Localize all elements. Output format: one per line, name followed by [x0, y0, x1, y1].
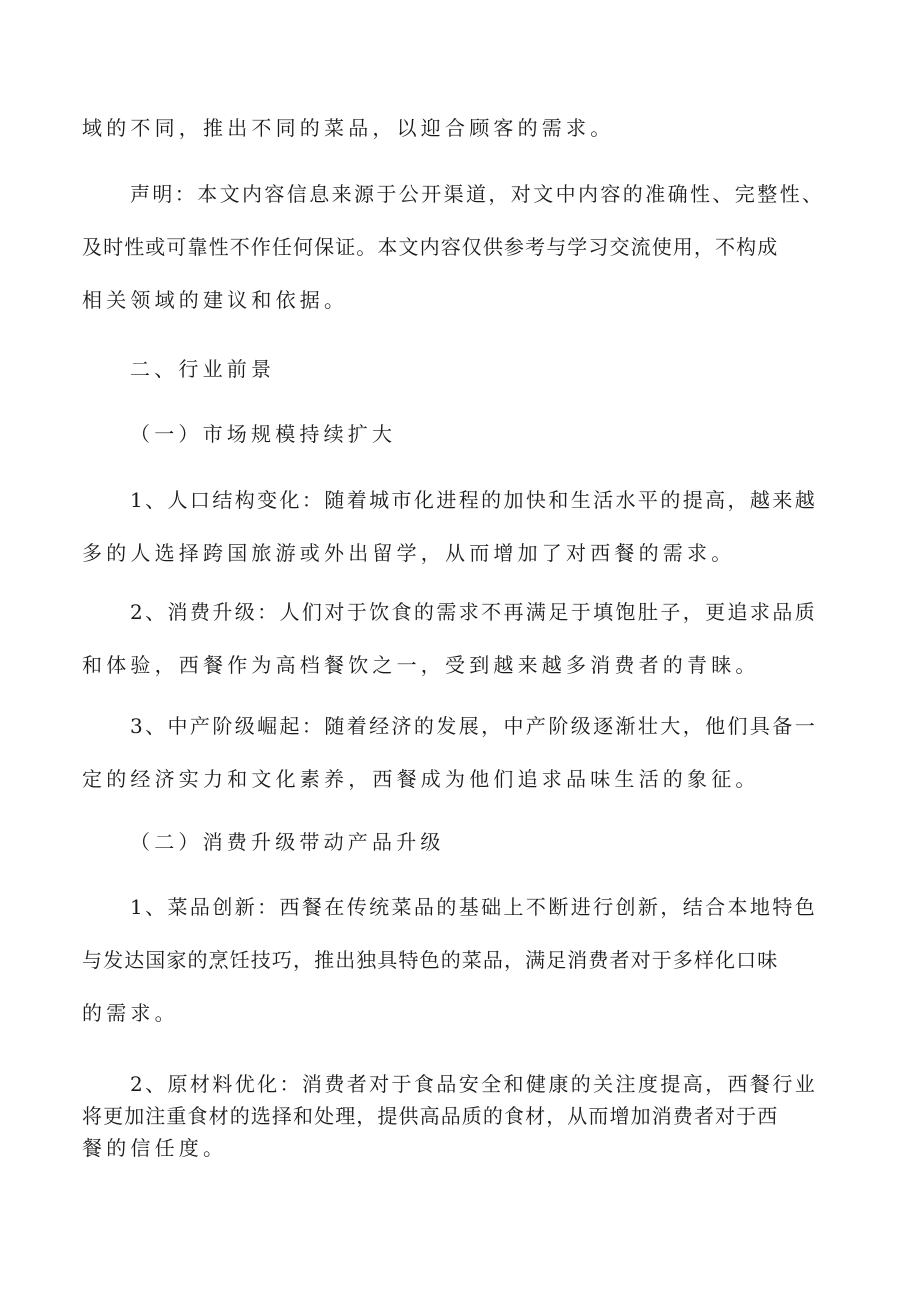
- disclaimer-line-1: 声明：本文内容信息来源于公开渠道，对文中内容的准确性、完整性、: [130, 182, 825, 206]
- item-5-line-2: 将更加注重食材的选择和处理，提供高品质的食材，从而增加消费者对于西: [82, 1104, 779, 1128]
- text-line-1: 域的不同，推出不同的菜品，以迎合顾客的需求。: [82, 116, 615, 140]
- item-4-line-2: 与发达国家的烹饪技巧，推出独具特色的菜品，满足消费者对于多样化口味: [82, 948, 779, 972]
- item-5-line-3: 餐的信任度。: [82, 1136, 228, 1160]
- section-heading: 二、行业前景: [130, 357, 276, 381]
- subsection-heading-2: （二）消费升级带动产品升级: [130, 830, 445, 854]
- item-3-line-2: 定的经济实力和文化素养，西餐成为他们追求品味生活的象征。: [82, 767, 760, 791]
- item-2-line-2: 和体验，西餐作为高档餐饮之一，受到越来越多消费者的青睐。: [82, 653, 760, 677]
- item-1-line-1: 1、人口结构变化：随着城市化进程的加快和生活水平的提高，越来越: [130, 488, 818, 512]
- disclaimer-line-3: 相关领域的建议和依据。: [82, 288, 349, 312]
- item-4-line-1: 1、菜品创新：西餐在传统菜品的基础上不断进行创新，结合本地特色: [130, 895, 818, 919]
- subsection-heading-1: （一）市场规模持续扩大: [130, 422, 397, 446]
- item-3-line-1: 3、中产阶级崛起：随着经济的发展，中产阶级逐渐壮大，他们具备一: [130, 714, 818, 738]
- item-4-line-3: 的需求。: [82, 1001, 179, 1025]
- item-2-line-1: 2、消费升级：人们对于饮食的需求不再满足于填饱肚子，更追求品质: [130, 600, 818, 624]
- item-5-line-1: 2、原材料优化：消费者对于食品安全和健康的关注度提高，西餐行业: [130, 1072, 818, 1096]
- disclaimer-line-2: 及时性或可靠性不作任何保证。本文内容仅供参考与学习交流使用，不构成: [82, 235, 779, 259]
- item-1-line-2: 多的人选择跨国旅游或外出留学，从而增加了对西餐的需求。: [82, 541, 736, 565]
